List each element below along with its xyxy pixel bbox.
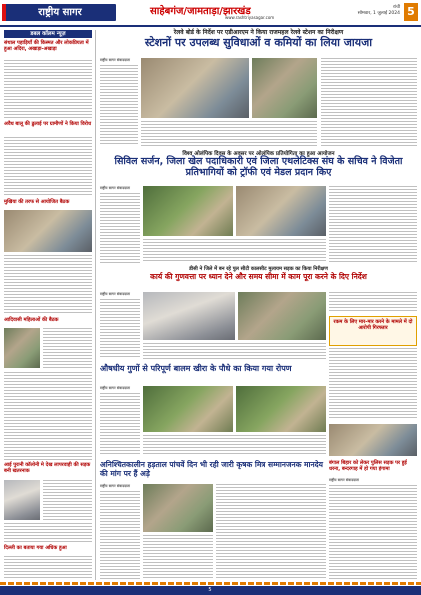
left-story-5-text-a bbox=[43, 480, 92, 520]
story2-text-c bbox=[329, 186, 417, 263]
story3-byline: राष्ट्रीय सागर संवाददाता bbox=[100, 292, 130, 296]
story4-text-b bbox=[143, 435, 326, 455]
top-story-text-b bbox=[141, 121, 317, 147]
masthead bbox=[0, 0, 421, 24]
left-photo-3 bbox=[4, 480, 40, 520]
story3-headline: कार्य की गुणवत्ता पर ध्यान देने और समय सीमा में काम पूरा करने के दिए निर्देश bbox=[150, 272, 367, 281]
story3-text-c bbox=[329, 292, 417, 312]
left-headline-2: अवैध बालू की ढुलाई पर ग्रामीणों ने किया विरोध bbox=[4, 121, 92, 127]
story5-headline: अनिश्चितकालीन हड़ताल पांचवें दिन भी रही जारी कृषक मित्र सम्मानजनक मानदेय की मांग पर हैं अड़े bbox=[100, 460, 323, 478]
story2-photo-1 bbox=[143, 186, 233, 236]
side-photo bbox=[329, 424, 417, 456]
left-story-4-text-a bbox=[43, 328, 92, 368]
side-story2-byline: राष्ट्रीय सागर संवाददाता bbox=[329, 478, 359, 482]
side-story-box bbox=[329, 316, 417, 346]
story3-photo-2 bbox=[238, 292, 326, 340]
story5-text-c bbox=[216, 484, 326, 579]
side-story2-headline: बंगाल बिहार को लेकर पुलिस सड़क पर हुई धरना, बन्दरगाह में हो गया हंगामा bbox=[329, 460, 407, 472]
story5-text-a bbox=[100, 491, 140, 579]
top-story-kicker: रेलवे बोर्ड के निर्देश पर एडीआरएम ने किया राजमहल रेलवे स्टेशन का निरीक्षण bbox=[173, 29, 344, 36]
page-number: 5 bbox=[404, 3, 418, 21]
dateline bbox=[330, 5, 400, 17]
story2-text-b bbox=[143, 239, 326, 263]
story3-text-b bbox=[143, 343, 326, 359]
story3-photo-1 bbox=[143, 292, 235, 340]
left-story-2-text bbox=[4, 137, 92, 197]
story4-text-a bbox=[100, 393, 140, 455]
top-story-byline: राष्ट्रीय सागर संवाददाता bbox=[100, 58, 130, 62]
left-story-4-text-b bbox=[4, 372, 92, 460]
story2-kicker: विश्व ओलंपिक दिवस के अवसर पर ओलंपिक प्रतियोगिता का हुआ आयोजन bbox=[182, 151, 335, 157]
city-label: रांची bbox=[392, 5, 400, 10]
top-story-photo-2 bbox=[252, 58, 317, 118]
left-story-5-text-b bbox=[4, 523, 92, 543]
story4-photo-1 bbox=[143, 386, 233, 432]
region-title: साहेबगंज/जामताड़ा/झारखंड bbox=[150, 6, 251, 17]
top-story-photo-1 bbox=[141, 58, 249, 118]
story5-photo-1 bbox=[143, 484, 213, 532]
date-label: सोमवार, 1 जुलाई 2024 bbox=[357, 11, 400, 16]
newspaper-logo: राष्ट्रीय सागर bbox=[4, 4, 116, 21]
left-headline-5: आई पुरानी कॉलोनी मे देख लापरवाही की सड़क बनी खतरनाक bbox=[4, 462, 91, 474]
left-photo-1 bbox=[4, 210, 92, 252]
top-story-headline: स्टेशनों पर उपलब्ध सुविधाओं व कमियों का लिया जायजा bbox=[144, 36, 373, 49]
side-story-text bbox=[329, 348, 417, 420]
column-divider-left bbox=[95, 30, 96, 580]
left-story-6-text bbox=[4, 556, 92, 580]
story2-byline: राष्ट्रीय सागर संवाददाता bbox=[100, 186, 130, 190]
section-header: डबल कॉलम न्यूज़ bbox=[4, 30, 92, 38]
side-story2-text bbox=[329, 485, 417, 579]
left-headline-1: संथाल पहाड़ियाँ की किस्मत और लोकप्रियता में हुआ अदिरा, अखाड़ा-अखाड़ा bbox=[4, 40, 89, 52]
story2-headline: सिविल सर्जन, जिला खेल पदाधिकारी एवं जिला एथलेटिक्स संघ के सचिव ने विजेता प्रतिभागियों को ट्रॉफी एवं मेडल प्रदान किए bbox=[114, 156, 403, 178]
story5-text-b bbox=[143, 535, 213, 579]
story5-byline: राष्ट्रीय सागर संवाददाता bbox=[100, 484, 130, 488]
left-headline-6: दिल्ली का बताया गया अधिक हुआ bbox=[4, 545, 67, 551]
left-headline-4: आदिवासी महिलाओं की बैठक bbox=[4, 317, 59, 323]
website-label: www.rashtriyasagar.com bbox=[225, 15, 275, 20]
story2-photo-2 bbox=[236, 186, 326, 236]
top-story-text-a bbox=[100, 65, 138, 145]
footer-page-number: 5 bbox=[208, 587, 212, 593]
story4-photo-2 bbox=[236, 386, 326, 432]
story3-kicker: डीसी ने जिले में बन रहे पुल सीटी कालसीट मुलायम सड़क का किया निरीक्षण bbox=[189, 266, 328, 272]
left-story-3-text bbox=[4, 255, 92, 315]
header-rule bbox=[0, 25, 421, 27]
side-story-headline: रकम के लिए मार-मार करने के मामले में दो आरोपी गिरफ्तार bbox=[333, 319, 413, 331]
story2-text-a bbox=[100, 193, 140, 263]
story3-text-a bbox=[100, 299, 140, 359]
left-headline-3: मुखिया की तरफ से आयोजित बैठक bbox=[4, 199, 70, 205]
story4-headline: औषधीय गुणों से परिपूर्ण बालम खीरा के पौधे का किया गया रोपण bbox=[100, 364, 292, 373]
footer-decoration bbox=[0, 582, 421, 585]
story4-byline: राष्ट्रीय सागर संवाददाता bbox=[100, 386, 130, 390]
left-story-1-text bbox=[4, 60, 92, 120]
left-photo-2 bbox=[4, 328, 40, 368]
top-story-text-c bbox=[321, 58, 417, 146]
